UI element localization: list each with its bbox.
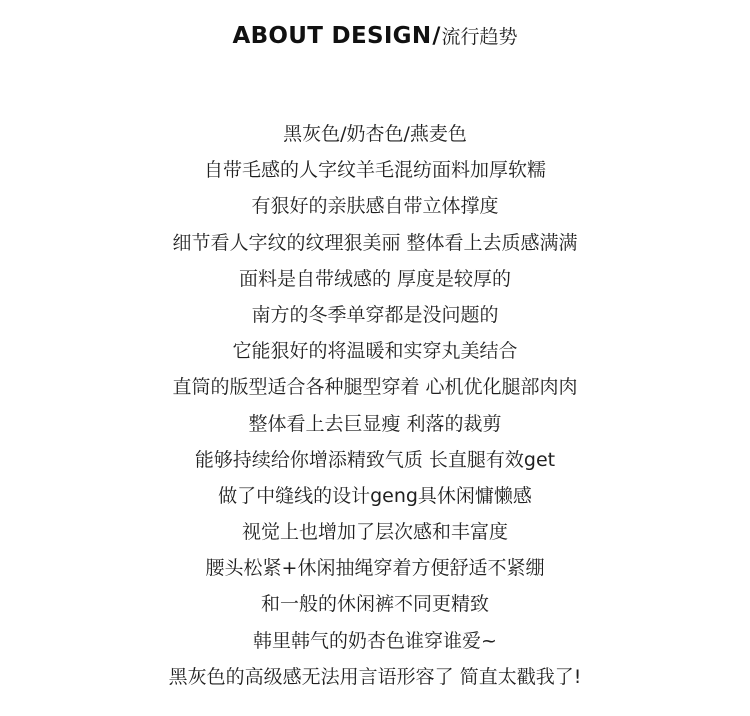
description-line: 整体看上去巨显瘦 利落的裁剪 [248, 412, 502, 435]
description-line: 做了中缝线的设计geng具休闲慵懒感 [218, 484, 532, 507]
description-line: 能够持续给你增添精致气质 长直腿有效get [194, 448, 556, 471]
description-line: 它能狠好的将温暖和实穿丸美结合 [232, 340, 518, 363]
header-separator: / [432, 24, 441, 49]
description-line: 和一般的休闲裤不同更精致 [260, 593, 489, 616]
description-line: 面料是自带绒感的 厚度是较厚的 [238, 267, 512, 290]
description-line: 视觉上也增加了层次感和丰富度 [241, 521, 508, 544]
description-line: 黑灰色的高级感无法用言语形容了 简直太戳我了! [168, 665, 582, 688]
description-lines [0, 116, 750, 695]
description-line: 细节看人字纹的纹理狠美丽 整体看上去质感满满 [172, 231, 578, 254]
description-line: 黑灰色/奶杏色/燕麦色 [283, 123, 467, 145]
section-header [0, 22, 750, 49]
header-title-en: ABOUT DESIGN [232, 23, 432, 49]
description-line: 南方的冬季单穿都是没问题的 [251, 303, 499, 326]
description-line: 自带毛感的人字纹羊毛混纺面料加厚软糯 [203, 159, 546, 182]
description-line: 有狠好的亲肤感自带立体撑度 [251, 195, 499, 218]
description-line: 韩里韩气的奶杏色谁穿谁爱~ [253, 629, 497, 652]
description-line: 腰头松紧+休闲抽绳穿着方便舒适不紧绷 [205, 557, 545, 580]
header-title-cn: 流行趋势 [441, 26, 518, 48]
description-line: 直筒的版型适合各种腿型穿着 心机优化腿部肉肉 [172, 376, 578, 399]
